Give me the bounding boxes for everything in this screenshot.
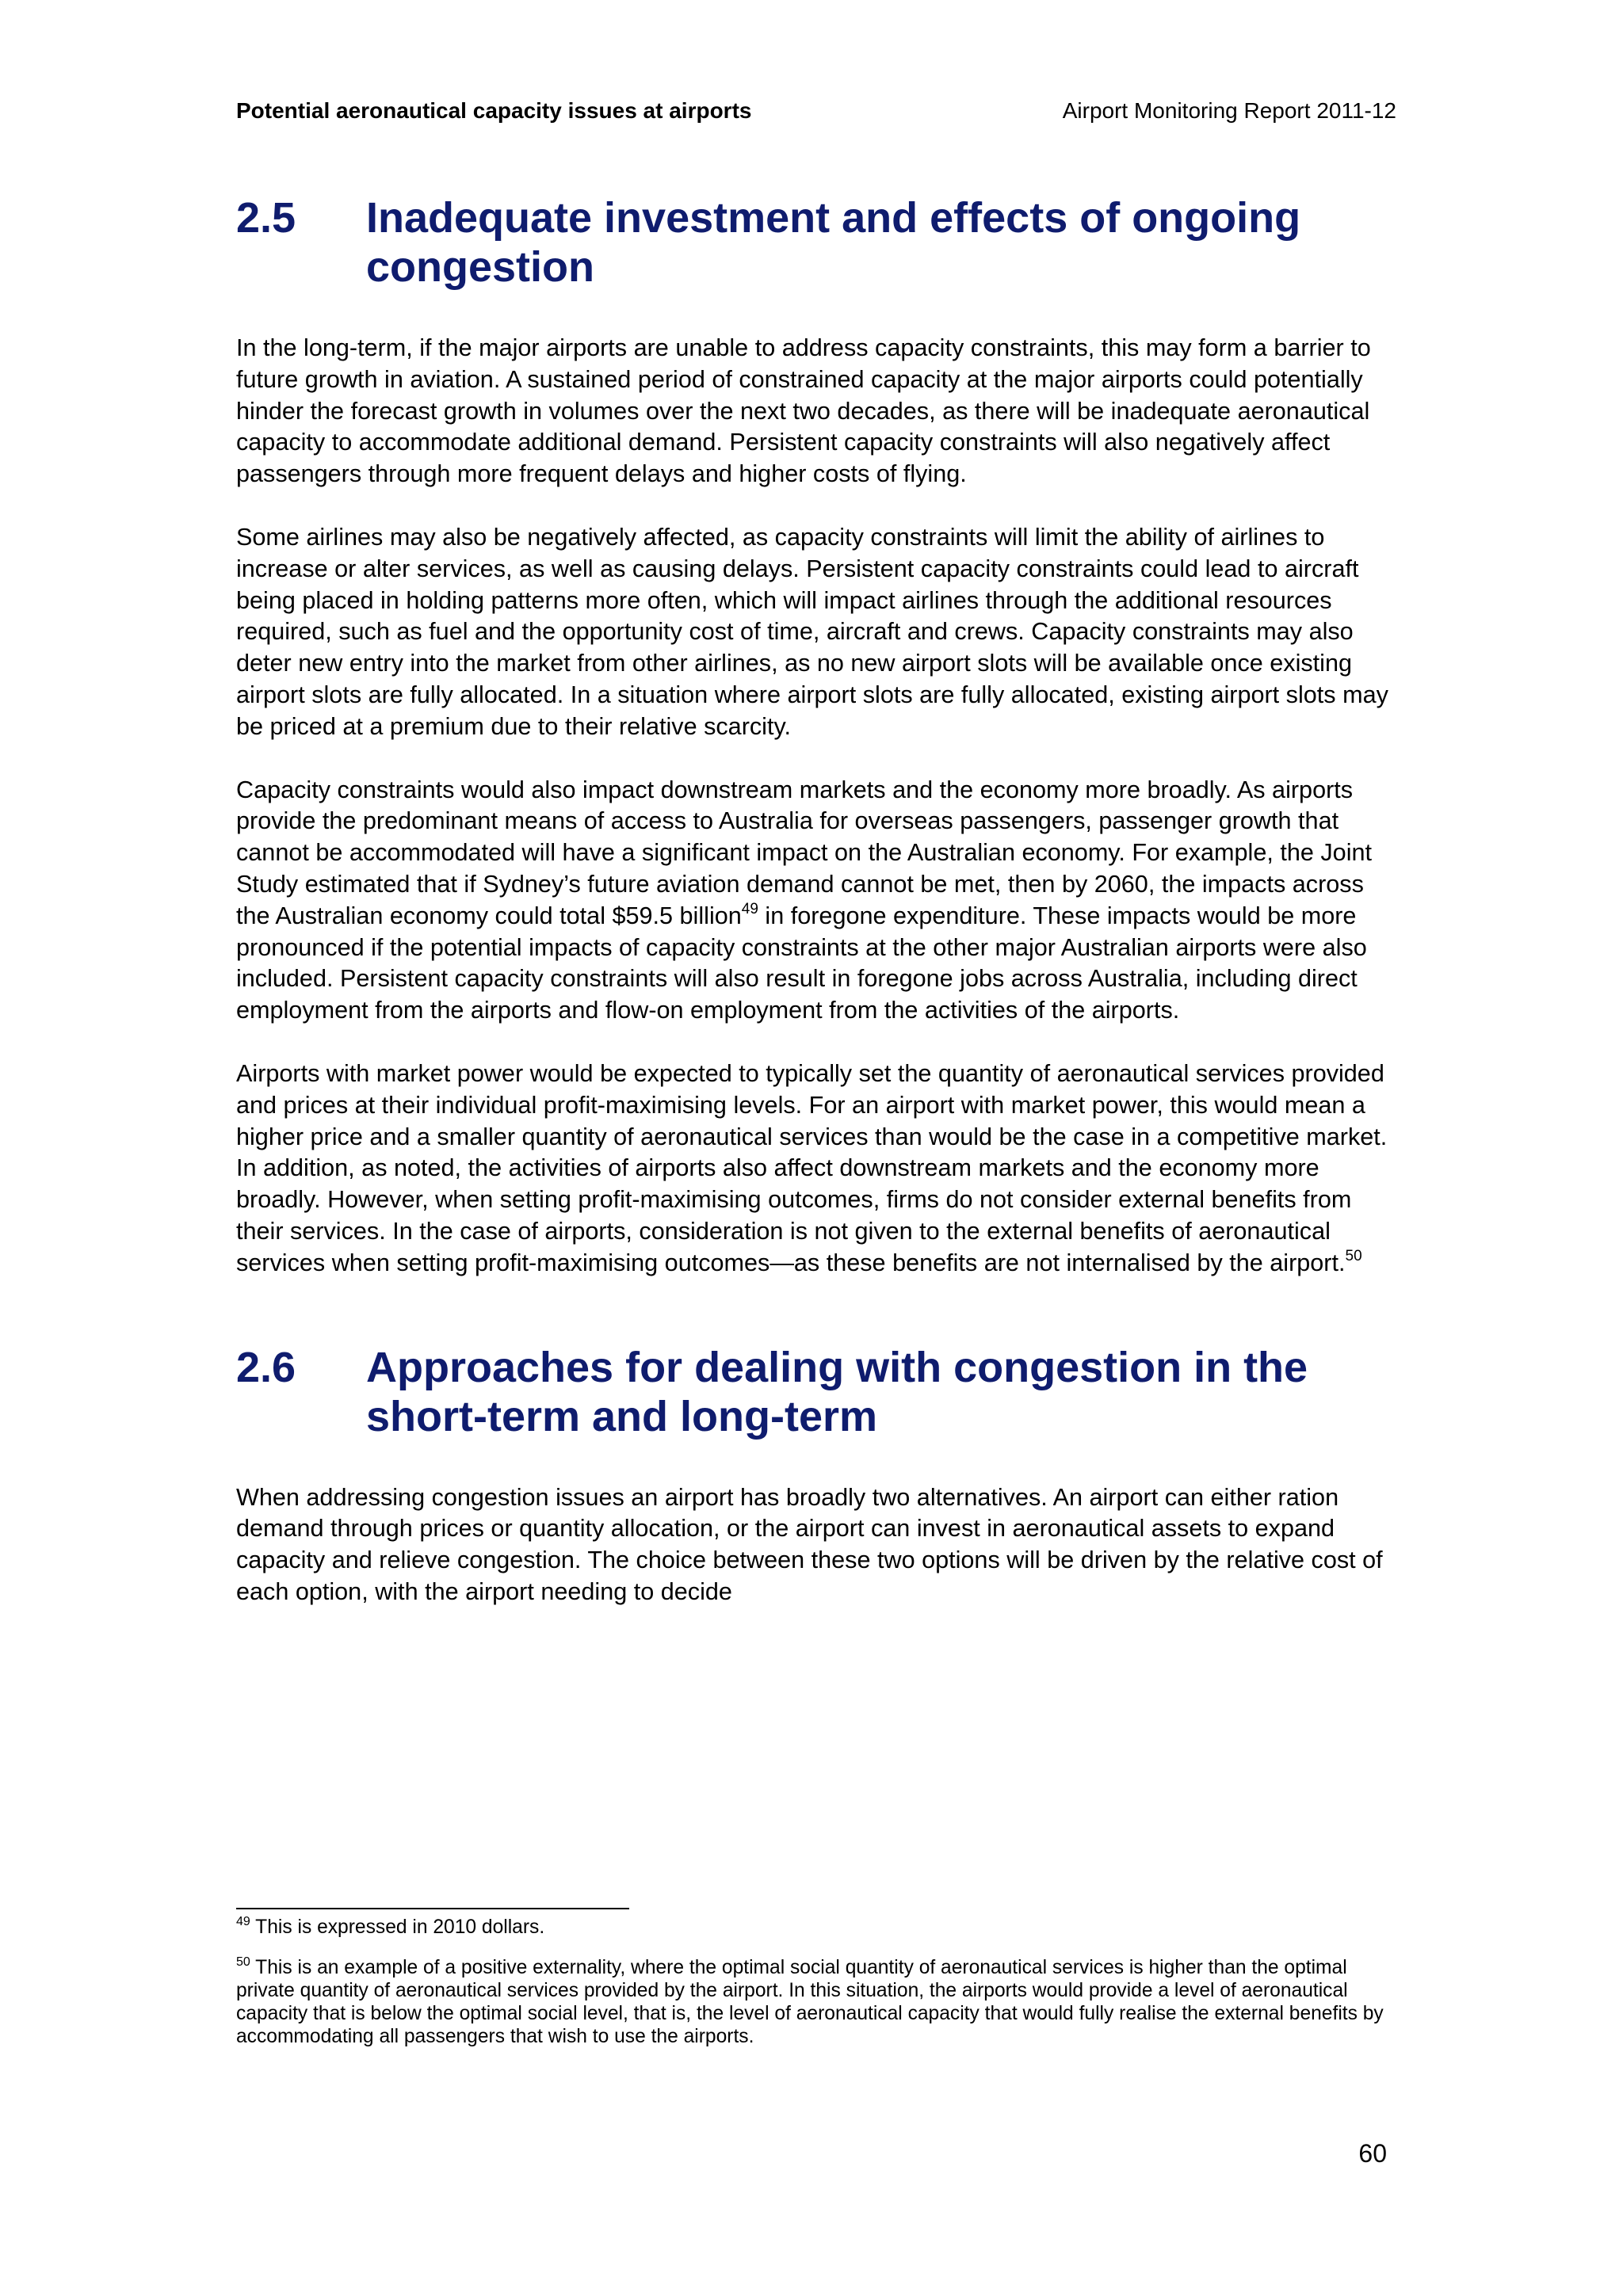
paragraph-text: Capacity constraints would also impact downstream markets and the economy more broadly. As airports provide the predominant means of access to Australia for overseas passengers, passenger growth that cannot be accommodated will have a significant impact on the Australian economy. For example, the Joint Study estimated that if Sydney’s future aviation demand cannot be met, then by 2060, the impacts across the Australian economy could total $59.5 billion bbox=[236, 776, 1373, 929]
running-header-title: Potential aeronautical capacity issues at airports bbox=[236, 98, 752, 123]
footnote-49 bbox=[236, 1916, 1393, 1939]
section-number: 2.5 bbox=[236, 194, 296, 242]
section-heading-2-6 bbox=[236, 1343, 1393, 1441]
paragraph-text: Airports with market power would be expected to typically set the quantity of aeronautical services provided and prices at their individual profit-maximising levels. For an airport with market power, this would mean a higher price and a smaller quantity of aeronautical services than would be the case in a competitive market. In addition, as noted, the activities of airports also affect downstream markets and the economy more broadly. However, when setting profit-maximising outcomes, firms do not consider external benefits from their services. In the case of airports, consideration is not given to the external benefits of aeronautical services when setting profit-maximising outcomes—as these benefits are not internalised by the airport. bbox=[236, 1059, 1388, 1276]
footnotes bbox=[236, 1916, 1393, 2048]
footnote-separator bbox=[236, 1908, 629, 1909]
footnote-text: This is expressed in 2010 dollars. bbox=[250, 1917, 545, 1938]
section-number: 2.6 bbox=[236, 1343, 296, 1391]
footnote-text: This is an example of a positive externality, where the optimal social quantity of aeronautical services is higher than the optimal private quantity of aeronautical services provided by the airport. In this situation, the airports would provide a level of aeronautical capacity that is below the optimal social level, that is, the level of aeronautical capacity that would fully realise the external benefits by accommodating all passengers that wish to use the airports. bbox=[236, 1957, 1384, 2047]
section-title: Inadequate investment and effects of ongoing congestion bbox=[366, 194, 1301, 291]
footnote-ref-49[interactable]: 49 bbox=[741, 900, 758, 917]
section-heading-2-5 bbox=[236, 193, 1393, 292]
page-number: 60 bbox=[1358, 2139, 1387, 2168]
body-paragraph: Some airlines may also be negatively affected, as capacity constraints will limit the ability of airlines to increase or alter services, as well as causing delays. Persistent capacity constraints could lead to aircraft being placed in holding patterns more often, which will impact airlines through the additional resources required, such as fuel and the opportunity cost of time, aircraft and crews. Capacity constraints may also deter new entry into the market from other airlines, as no new airport slots will be available once existing airport slots are fully allocated. In a situation where airport slots are fully allocated, existing airport slots may be priced at a premium due to their relative scarcity. bbox=[236, 523, 1388, 740]
section-title: Approaches for dealing with congestion in the short-term and long-term bbox=[366, 1343, 1308, 1440]
running-header-report: Airport Monitoring Report 2011-12 bbox=[1062, 98, 1396, 123]
footnote-number: 49 bbox=[236, 1915, 250, 1928]
paragraph-text: in foregone expenditure. These impacts would be more pronounced if the potential impacts of capacity constraints at the other major Australian airports were also included. Persistent capacity constraints will also result in foregone jobs across Australia, including direct employment from the airports and flow-on employment from the activities of the airports. bbox=[236, 902, 1367, 1024]
footnote-ref-50[interactable]: 50 bbox=[1345, 1247, 1362, 1264]
body-paragraph bbox=[236, 1058, 1393, 1280]
body-paragraph: When addressing congestion issues an airport has broadly two alternatives. An airport can either ration demand through prices or quantity allocation, or the airport can invest in aeronautical assets to expand capacity and relieve congestion. The choice between these two options will be driven by the relative cost of each option, with the airport needing to decide bbox=[236, 1483, 1383, 1605]
body-paragraph bbox=[236, 775, 1393, 1027]
footnote-50 bbox=[236, 1956, 1393, 2048]
main-content bbox=[236, 193, 1393, 1608]
body-paragraph: In the long-term, if the major airports are unable to address capacity constraints, this may form a barrier to future growth in aviation. A sustained period of constrained capacity at the major airports could potentially hinder the forecast growth in volumes over the next two decades, as there will be inadequate aeronautical capacity to accommodate additional demand. Persistent capacity constraints will also negatively affect passengers through more frequent delays and higher costs of flying. bbox=[236, 334, 1371, 488]
footnote-number: 50 bbox=[236, 1955, 250, 1969]
